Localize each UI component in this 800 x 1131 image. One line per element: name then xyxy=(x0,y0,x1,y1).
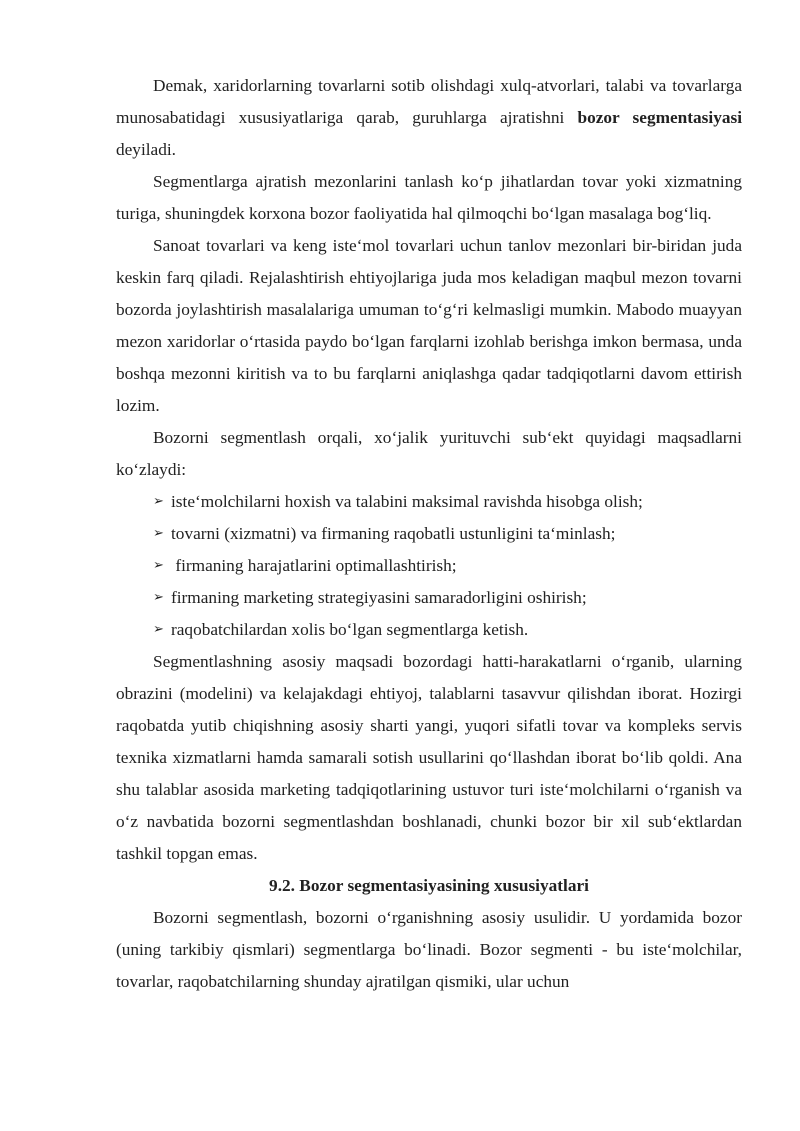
paragraph-criteria: Segmentlarga ajratish mezonlarini tanlash ko‘p jihatlardan tovar yoki xizmatning turiga, shuningdek korxona bozor faoliyatida hal qilmoqchi bo‘lgan masalaga bog‘liq. xyxy=(116,172,742,223)
list-item xyxy=(116,518,742,550)
paragraph-segmentation-method: Bozorni segmentlash, bozorni o‘rganishning asosiy usulidir. U yordamida bozor (uning tarkibiy qismlari) segmentlarga bo‘linadi. Bozor segmenti - bu iste‘molchilar, tovarlar, raqobatchilarning shunday ajratilgan qismiki, ular uchun xyxy=(116,908,742,991)
list-item-text: raqobatchilardan xolis bo‘lgan segmentlarga ketish. xyxy=(171,620,529,639)
arrow-bullet-icon: ➢ xyxy=(153,526,164,541)
list-item-text: iste‘molchilarni hoxish va talabini maksimal ravishda hisobga olish; xyxy=(171,492,643,511)
paragraph-definition xyxy=(116,70,742,166)
list-item xyxy=(116,486,742,518)
list-item xyxy=(116,550,742,582)
list-item-text: firmaning marketing strategiyasini samaradorligini oshirish; xyxy=(171,588,587,607)
paragraph-segmentation-purpose: Segmentlashning asosiy maqsadi bozordagi hatti-harakatlarni o‘rganib, ularning obrazini (modelini) va kelajakdagi ehtiyoj, talablarni tasavvur qilishdan iborat. Hozirgi raqobatda yutib chiqishning asosiy sharti yangi, yuqori sifatli tovar va kompleks servis texnika xizmatlarni hamda samarali sotish usullarini qo‘llashdan iborat bo‘lib qoldi. Ana shu talablar asosida marketing tadqiqotlarining ustuvor turi iste‘molchilarni o‘rganish va o‘z navbatida bozorni segmentlashdan boshlanadi, chunki bozor bir xil sub‘ektlardan tashkil topgan emas. xyxy=(116,652,742,863)
arrow-bullet-icon: ➢ xyxy=(153,558,164,573)
section-heading: 9.2. Bozor segmentasiyasining xususiyatlari xyxy=(269,876,589,895)
list-item xyxy=(116,614,742,646)
arrow-bullet-icon: ➢ xyxy=(153,622,164,637)
paragraph-definition-end: deyiladi. xyxy=(116,140,176,159)
arrow-bullet-icon: ➢ xyxy=(153,590,164,605)
bold-term: bozor segmentasiyasi xyxy=(577,108,743,127)
document-page xyxy=(116,70,742,998)
list-item-text: tovarni (xizmatni) va firmaning raqobatli ustunligini ta‘minlash; xyxy=(171,524,616,543)
paragraph-definition-text: Demak, xaridorlarning tovarlarni sotib olishdagi xulq-atvorlari, talabi va tovarlarga munosabatidagi xususiyatlariga qarab, guruhlarga ajratishni xyxy=(116,76,742,127)
paragraph-industrial-goods: Sanoat tovarlari va keng iste‘mol tovarlari uchun tanlov mezonlari bir-biridan juda keskin farq qiladi. Rejalashtirish ehtiyojlariga juda mos keladigan maqbul mezon tovarni bozorda joylashtirish masalalariga umuman to‘g‘ri kelmasligi mumkin. Mabodo muayyan mezon xaridorlar o‘rtasida paydo bo‘lgan farqlarni izohlab berishga imkon bermasa, unda boshqa mezonni kiritish va to bu farqlarni aniqlashga qadar tadqiqotlarni davom ettirish lozim. xyxy=(116,236,742,415)
paragraph-goals-intro: Bozorni segmentlash orqali, xo‘jalik yurituvchi sub‘ekt quyidagi maqsadlarni ko‘zlaydi: xyxy=(116,428,742,479)
list-item xyxy=(116,582,742,614)
list-item-text: firmaning harajatlarini optimallashtirish; xyxy=(171,556,457,575)
goals-list xyxy=(116,486,742,646)
arrow-bullet-icon: ➢ xyxy=(153,494,164,509)
